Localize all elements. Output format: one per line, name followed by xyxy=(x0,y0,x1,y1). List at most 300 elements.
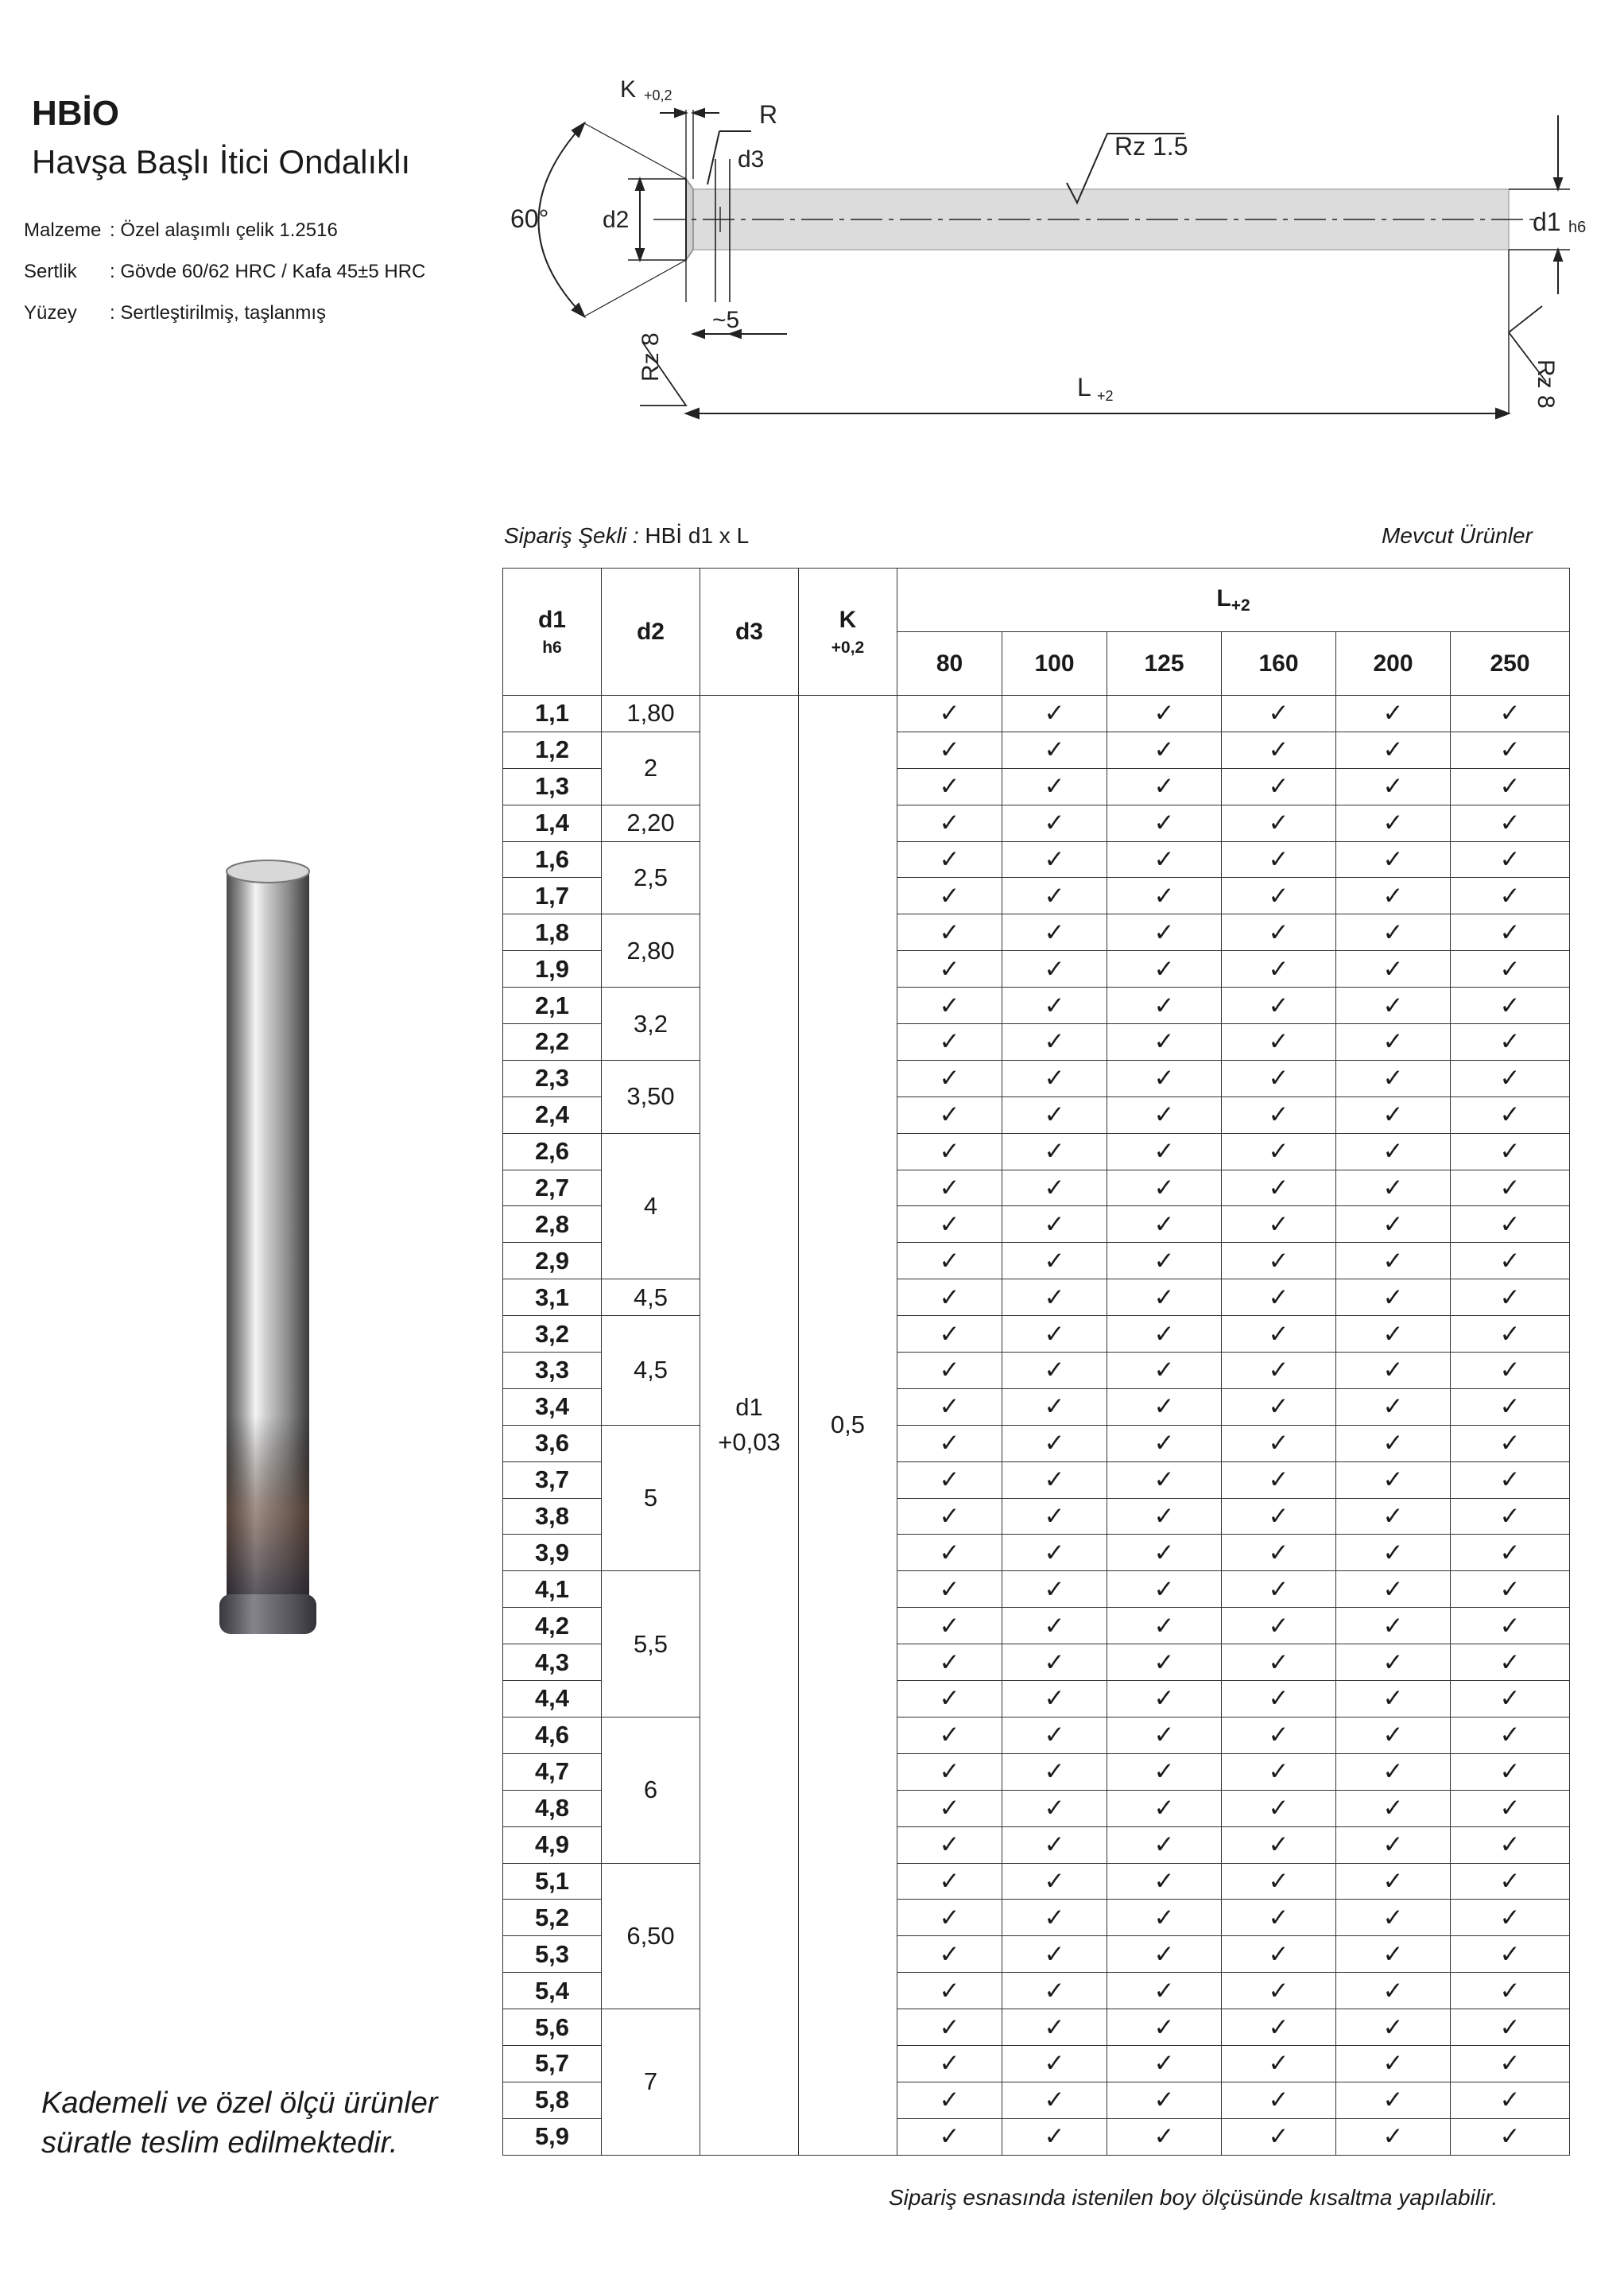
check-icon: ✓ xyxy=(1044,1976,1065,2005)
check-icon: ✓ xyxy=(939,772,960,801)
check-icon: ✓ xyxy=(1499,1319,1521,1348)
cell-d1: 1,9 xyxy=(503,951,602,988)
check-icon: ✓ xyxy=(1268,1174,1289,1202)
availability-cell xyxy=(897,1060,1002,1096)
check-icon: ✓ xyxy=(1268,1429,1289,1457)
cell-d1: 2,9 xyxy=(503,1243,602,1279)
cell-d2: 5,5 xyxy=(602,1571,700,1718)
check-icon: ✓ xyxy=(1153,918,1175,946)
check-icon: ✓ xyxy=(1044,1611,1065,1640)
check-icon: ✓ xyxy=(1044,1757,1065,1786)
check-icon: ✓ xyxy=(1268,2049,1289,2078)
check-icon: ✓ xyxy=(1268,809,1289,837)
check-icon: ✓ xyxy=(1382,1502,1404,1531)
l-dim-tolerance: +2 xyxy=(1097,388,1114,404)
availability-cell xyxy=(1336,1316,1451,1353)
availability-cell xyxy=(1002,2082,1107,2118)
check-icon: ✓ xyxy=(1153,1283,1175,1311)
availability-cell xyxy=(1336,951,1451,988)
table-row xyxy=(503,914,1570,951)
check-icon: ✓ xyxy=(1153,1721,1175,1749)
cell-d2: 6,50 xyxy=(602,1863,700,2009)
check-icon: ✓ xyxy=(939,809,960,837)
check-icon: ✓ xyxy=(1499,809,1521,837)
availability-cell xyxy=(1107,1571,1222,1608)
availability-cell xyxy=(1107,1206,1222,1243)
check-icon: ✓ xyxy=(1044,1429,1065,1457)
availability-cell xyxy=(1002,878,1107,914)
check-icon: ✓ xyxy=(1499,1064,1521,1093)
availability-cell xyxy=(1222,1170,1336,1206)
check-icon: ✓ xyxy=(1044,1721,1065,1749)
check-icon: ✓ xyxy=(1153,2012,1175,2041)
check-icon: ✓ xyxy=(1499,736,1521,764)
cell-d1: 1,3 xyxy=(503,768,602,805)
availability-cell xyxy=(1002,1571,1107,1608)
availability-cell xyxy=(1107,1644,1222,1681)
check-icon: ✓ xyxy=(1499,881,1521,910)
check-icon: ✓ xyxy=(1382,2086,1404,2114)
availability-cell xyxy=(1002,1425,1107,1461)
check-icon: ✓ xyxy=(1268,772,1289,801)
availability-cell xyxy=(1451,1461,1570,1498)
availability-cell xyxy=(1107,1060,1222,1096)
header-k-label: K xyxy=(839,606,857,633)
header-k xyxy=(799,569,897,696)
check-icon: ✓ xyxy=(1268,1027,1289,1056)
product-code-title: HBİO xyxy=(32,94,119,133)
d2-label: d2 xyxy=(603,207,630,233)
check-icon: ✓ xyxy=(1153,1064,1175,1093)
check-icon: ✓ xyxy=(1153,1100,1175,1129)
check-icon: ✓ xyxy=(1044,1319,1065,1348)
availability-cell xyxy=(1451,1060,1570,1096)
availability-cell xyxy=(1107,2082,1222,2118)
check-icon: ✓ xyxy=(1382,736,1404,764)
cell-d2: 5 xyxy=(602,1425,700,1571)
availability-cell xyxy=(1451,1900,1570,1936)
check-icon: ✓ xyxy=(1153,1611,1175,1640)
header-length-125: 125 xyxy=(1107,632,1222,696)
cell-d1: 5,2 xyxy=(503,1900,602,1936)
check-icon: ✓ xyxy=(1268,1794,1289,1822)
availability-cell xyxy=(1451,1170,1570,1206)
availability-cell xyxy=(1107,1170,1222,1206)
check-icon: ✓ xyxy=(1044,881,1065,910)
check-icon: ✓ xyxy=(1044,1574,1065,1603)
check-icon: ✓ xyxy=(1499,1757,1521,1786)
availability-cell xyxy=(1222,1973,1336,2009)
spec-hardness xyxy=(24,261,425,283)
cell-d1: 4,7 xyxy=(503,1753,602,1790)
availability-cell xyxy=(1222,2009,1336,2046)
availability-cell xyxy=(897,1096,1002,1133)
check-icon: ✓ xyxy=(1382,1356,1404,1384)
availability-cell xyxy=(897,2009,1002,2046)
cell-d1: 5,3 xyxy=(503,1936,602,1973)
cell-d1: 3,8 xyxy=(503,1498,602,1535)
availability-cell xyxy=(897,914,1002,951)
availability-cell xyxy=(1336,732,1451,768)
check-icon: ✓ xyxy=(1044,1502,1065,1531)
availability-cell xyxy=(1002,1096,1107,1133)
table-row xyxy=(503,2009,1570,2046)
check-icon: ✓ xyxy=(1382,772,1404,801)
cell-d1: 2,7 xyxy=(503,1170,602,1206)
availability-cell xyxy=(1107,988,1222,1024)
cell-d2: 7 xyxy=(602,2009,700,2156)
availability-cell xyxy=(1336,988,1451,1024)
spec-material xyxy=(24,219,338,242)
availability-cell xyxy=(1451,841,1570,878)
angle-label: 60° xyxy=(510,204,549,233)
availability-cell xyxy=(897,1900,1002,1936)
availability-cell xyxy=(1107,1900,1222,1936)
check-icon: ✓ xyxy=(1499,1538,1521,1566)
availability-cell xyxy=(1451,1717,1570,1753)
check-icon: ✓ xyxy=(939,1209,960,1238)
availability-cell xyxy=(1107,2045,1222,2082)
header-length-160: 160 xyxy=(1222,632,1336,696)
check-icon: ✓ xyxy=(1382,1283,1404,1311)
check-icon: ✓ xyxy=(1044,1465,1065,1494)
check-icon: ✓ xyxy=(1044,1100,1065,1129)
check-icon: ✓ xyxy=(1153,1027,1175,1056)
availability-cell xyxy=(897,988,1002,1024)
availability-cell xyxy=(1222,988,1336,1024)
availability-cell xyxy=(1451,1279,1570,1316)
availability-cell xyxy=(1107,1096,1222,1133)
availability-cell xyxy=(1336,2118,1451,2155)
cell-d2: 3,2 xyxy=(602,988,700,1061)
availability-cell xyxy=(1002,732,1107,768)
check-icon: ✓ xyxy=(939,1356,960,1384)
check-icon: ✓ xyxy=(1499,1209,1521,1238)
cell-d1: 3,1 xyxy=(503,1279,602,1316)
check-icon: ✓ xyxy=(1499,2086,1521,2114)
cell-d1: 2,4 xyxy=(503,1096,602,1133)
availability-cell xyxy=(1451,1973,1570,2009)
check-icon: ✓ xyxy=(1153,954,1175,983)
check-icon: ✓ xyxy=(1153,1939,1175,1968)
check-icon: ✓ xyxy=(1153,809,1175,837)
check-icon: ✓ xyxy=(1268,1866,1289,1895)
availability-cell xyxy=(1002,805,1107,841)
check-icon: ✓ xyxy=(939,918,960,946)
check-icon: ✓ xyxy=(1382,1137,1404,1166)
check-icon: ✓ xyxy=(1268,954,1289,983)
check-icon: ✓ xyxy=(1499,2122,1521,2151)
check-icon: ✓ xyxy=(939,736,960,764)
availability-cell xyxy=(1451,988,1570,1024)
check-icon: ✓ xyxy=(939,1246,960,1275)
check-icon: ✓ xyxy=(1153,1174,1175,1202)
availability-cell xyxy=(897,1243,1002,1279)
check-icon: ✓ xyxy=(939,1283,960,1311)
check-icon: ✓ xyxy=(1268,2012,1289,2041)
availability-cell xyxy=(1336,1973,1451,2009)
check-icon: ✓ xyxy=(1382,1064,1404,1093)
k-dim-label: K xyxy=(620,76,637,103)
check-icon: ✓ xyxy=(1268,1684,1289,1713)
spec-value: : Özel alaşımlı çelik 1.2516 xyxy=(110,219,338,241)
check-icon: ✓ xyxy=(939,1939,960,1968)
availability-cell xyxy=(1451,878,1570,914)
availability-cell xyxy=(1451,1790,1570,1826)
check-icon: ✓ xyxy=(1382,1574,1404,1603)
check-icon: ✓ xyxy=(1044,1027,1065,1056)
check-icon: ✓ xyxy=(1499,1356,1521,1384)
availability-cell xyxy=(1451,1024,1570,1061)
availability-cell xyxy=(1107,1133,1222,1170)
availability-cell xyxy=(1451,1425,1570,1461)
availability-cell xyxy=(897,1571,1002,1608)
check-icon: ✓ xyxy=(939,1064,960,1093)
availability-cell xyxy=(1222,732,1336,768)
check-icon: ✓ xyxy=(1382,1538,1404,1566)
availability-cell xyxy=(1336,805,1451,841)
availability-cell xyxy=(1107,1753,1222,1790)
check-icon: ✓ xyxy=(1268,1137,1289,1166)
check-icon: ✓ xyxy=(1382,1174,1404,1202)
check-icon: ✓ xyxy=(1044,2049,1065,2078)
check-icon: ✓ xyxy=(1382,1027,1404,1056)
availability-cell xyxy=(1336,1353,1451,1389)
availability-cell xyxy=(1451,2045,1570,2082)
cell-d1: 2,8 xyxy=(503,1206,602,1243)
check-icon: ✓ xyxy=(1499,1684,1521,1713)
availability-cell xyxy=(1107,1717,1222,1753)
check-icon: ✓ xyxy=(1268,1903,1289,1931)
table-row xyxy=(503,732,1570,768)
availability-cell xyxy=(1107,951,1222,988)
availability-cell xyxy=(1222,2082,1336,2118)
availability-cell xyxy=(897,1681,1002,1718)
check-icon: ✓ xyxy=(1268,881,1289,910)
availability-cell xyxy=(1451,1316,1570,1353)
rz8-right-label: Rz 8 xyxy=(1533,359,1559,409)
availability-cell xyxy=(1222,1096,1336,1133)
check-icon: ✓ xyxy=(1153,2086,1175,2114)
availability-cell xyxy=(1222,2045,1336,2082)
cell-d1: 5,9 xyxy=(503,2118,602,2155)
check-icon: ✓ xyxy=(1153,772,1175,801)
availability-cell xyxy=(1222,1243,1336,1279)
cell-d1: 1,8 xyxy=(503,914,602,951)
table-row xyxy=(503,988,1570,1024)
availability-cell xyxy=(1336,1498,1451,1535)
check-icon: ✓ xyxy=(1044,1648,1065,1676)
availability-cell xyxy=(1336,1096,1451,1133)
availability-cell xyxy=(1451,2082,1570,2118)
custom-order-note-line2: süratle teslim edilmektedir. xyxy=(41,2126,398,2160)
availability-cell xyxy=(1336,1279,1451,1316)
availability-cell xyxy=(1222,1936,1336,1973)
check-icon: ✓ xyxy=(1499,845,1521,873)
cell-d1: 2,2 xyxy=(503,1024,602,1061)
availability-cell xyxy=(897,1826,1002,1863)
cell-d2: 2 xyxy=(602,732,700,805)
check-icon: ✓ xyxy=(1153,1246,1175,1275)
check-icon: ✓ xyxy=(939,1830,960,1859)
availability-cell xyxy=(1002,1498,1107,1535)
check-icon: ✓ xyxy=(1268,1939,1289,1968)
cell-d3-line2: +0,03 xyxy=(718,1428,781,1457)
table-row xyxy=(503,696,1570,732)
availability-cell xyxy=(1222,1681,1336,1718)
availability-cell xyxy=(1107,1461,1222,1498)
header-d1-tolerance: h6 xyxy=(542,638,562,657)
technical-drawing xyxy=(477,64,1590,437)
cell-d2: 4,5 xyxy=(602,1279,700,1316)
availability-cell xyxy=(1222,2118,1336,2155)
availability-cell xyxy=(1451,1096,1570,1133)
shortening-note: Sipariş esnasında istenilen boy ölçüsünde kısaltma yapılabilir. xyxy=(889,2185,1498,2210)
availability-cell xyxy=(1336,878,1451,914)
table-row xyxy=(503,1279,1570,1316)
cell-d1: 4,4 xyxy=(503,1681,602,1718)
table-row xyxy=(503,1133,1570,1170)
check-icon: ✓ xyxy=(1382,1939,1404,1968)
availability-cell xyxy=(1107,1388,1222,1425)
check-icon: ✓ xyxy=(1268,1064,1289,1093)
check-icon: ✓ xyxy=(1268,918,1289,946)
check-icon: ✓ xyxy=(1382,809,1404,837)
availability-cell xyxy=(1107,2009,1222,2046)
availability-cell xyxy=(897,1133,1002,1170)
check-icon: ✓ xyxy=(1382,1684,1404,1713)
availability-cell xyxy=(1222,1900,1336,1936)
availability-cell xyxy=(1336,1900,1451,1936)
cell-d1: 5,1 xyxy=(503,1863,602,1900)
check-icon: ✓ xyxy=(1044,1246,1065,1275)
availability-cell xyxy=(1336,1024,1451,1061)
check-icon: ✓ xyxy=(1268,1209,1289,1238)
availability-cell xyxy=(1002,914,1107,951)
check-icon: ✓ xyxy=(939,1903,960,1931)
availability-cell xyxy=(1002,696,1107,732)
header-length-100: 100 xyxy=(1002,632,1107,696)
cell-d2: 1,80 xyxy=(602,696,700,732)
check-icon: ✓ xyxy=(1382,954,1404,983)
cell-d3 xyxy=(700,696,799,2156)
availability-cell xyxy=(1107,2118,1222,2155)
availability-cell xyxy=(1002,1936,1107,1973)
availability-cell xyxy=(897,1461,1002,1498)
availability-cell xyxy=(1002,1388,1107,1425)
check-icon: ✓ xyxy=(939,1866,960,1895)
availability-cell xyxy=(897,2045,1002,2082)
check-icon: ✓ xyxy=(1382,1611,1404,1640)
spec-value: : Gövde 60/62 HRC / Kafa 45±5 HRC xyxy=(110,261,426,282)
availability-cell xyxy=(1222,1024,1336,1061)
availability-cell xyxy=(897,805,1002,841)
check-icon: ✓ xyxy=(1153,1830,1175,1859)
table-row xyxy=(503,841,1570,878)
check-icon: ✓ xyxy=(1499,1939,1521,1968)
check-icon: ✓ xyxy=(1044,918,1065,946)
availability-cell xyxy=(1222,1644,1336,1681)
check-icon: ✓ xyxy=(1044,1392,1065,1421)
availability-cell xyxy=(1002,1024,1107,1061)
availability-cell xyxy=(1336,1461,1451,1498)
availability-cell xyxy=(1002,988,1107,1024)
order-format-value: HBİ d1 x L xyxy=(645,523,750,548)
table-row xyxy=(503,1316,1570,1353)
check-icon: ✓ xyxy=(1044,1866,1065,1895)
spec-surface xyxy=(24,302,326,324)
availability-cell xyxy=(1107,841,1222,878)
availability-cell xyxy=(1451,1863,1570,1900)
cell-d2: 2,80 xyxy=(602,914,700,988)
check-icon: ✓ xyxy=(1268,1611,1289,1640)
check-icon: ✓ xyxy=(1499,1137,1521,1166)
check-icon: ✓ xyxy=(1382,2012,1404,2041)
availability-cell xyxy=(1336,2045,1451,2082)
check-icon: ✓ xyxy=(1153,881,1175,910)
check-icon: ✓ xyxy=(1499,1465,1521,1494)
cell-d1: 2,6 xyxy=(503,1133,602,1170)
check-icon: ✓ xyxy=(1499,1574,1521,1603)
check-icon: ✓ xyxy=(939,1502,960,1531)
check-icon: ✓ xyxy=(1153,991,1175,1019)
check-icon: ✓ xyxy=(1268,1502,1289,1531)
availability-cell xyxy=(1002,1243,1107,1279)
cell-d1: 3,6 xyxy=(503,1425,602,1461)
availability-cell xyxy=(1222,1316,1336,1353)
availability-cell xyxy=(1107,914,1222,951)
table-row xyxy=(503,805,1570,841)
check-icon: ✓ xyxy=(939,1027,960,1056)
check-icon: ✓ xyxy=(1268,1283,1289,1311)
availability-cell xyxy=(1451,2118,1570,2155)
check-icon: ✓ xyxy=(1382,1465,1404,1494)
availability-cell xyxy=(897,1535,1002,1571)
check-icon: ✓ xyxy=(1499,1027,1521,1056)
availability-cell xyxy=(897,1608,1002,1644)
availability-cell xyxy=(1451,2009,1570,2046)
order-format-label: Sipariş Şekli : xyxy=(504,523,639,548)
availability-cell xyxy=(1451,1681,1570,1718)
check-icon: ✓ xyxy=(939,1465,960,1494)
spec-label: Sertlik xyxy=(24,261,77,282)
check-icon: ✓ xyxy=(1044,2122,1065,2151)
check-icon: ✓ xyxy=(939,1794,960,1822)
availability-cell xyxy=(1002,1900,1107,1936)
spec-label: Malzeme xyxy=(24,219,102,241)
availability-cell xyxy=(1336,1060,1451,1096)
header-length-80: 80 xyxy=(897,632,1002,696)
availability-cell xyxy=(1002,768,1107,805)
availability-cell xyxy=(1002,1717,1107,1753)
availability-cell xyxy=(1002,2009,1107,2046)
check-icon: ✓ xyxy=(1268,736,1289,764)
availability-cell xyxy=(897,1863,1002,1900)
check-icon: ✓ xyxy=(1499,1392,1521,1421)
check-icon: ✓ xyxy=(1153,845,1175,873)
check-icon: ✓ xyxy=(939,2086,960,2114)
availability-cell xyxy=(1451,732,1570,768)
check-icon: ✓ xyxy=(1153,2049,1175,2078)
check-icon: ✓ xyxy=(939,2012,960,2041)
availability-cell xyxy=(1222,1206,1336,1243)
check-icon: ✓ xyxy=(939,1574,960,1603)
cell-d1: 2,1 xyxy=(503,988,602,1024)
check-icon: ✓ xyxy=(1153,1794,1175,1822)
availability-cell xyxy=(1002,1535,1107,1571)
rz8-left-label: Rz 8 xyxy=(638,332,664,382)
availability-cell xyxy=(1222,951,1336,988)
